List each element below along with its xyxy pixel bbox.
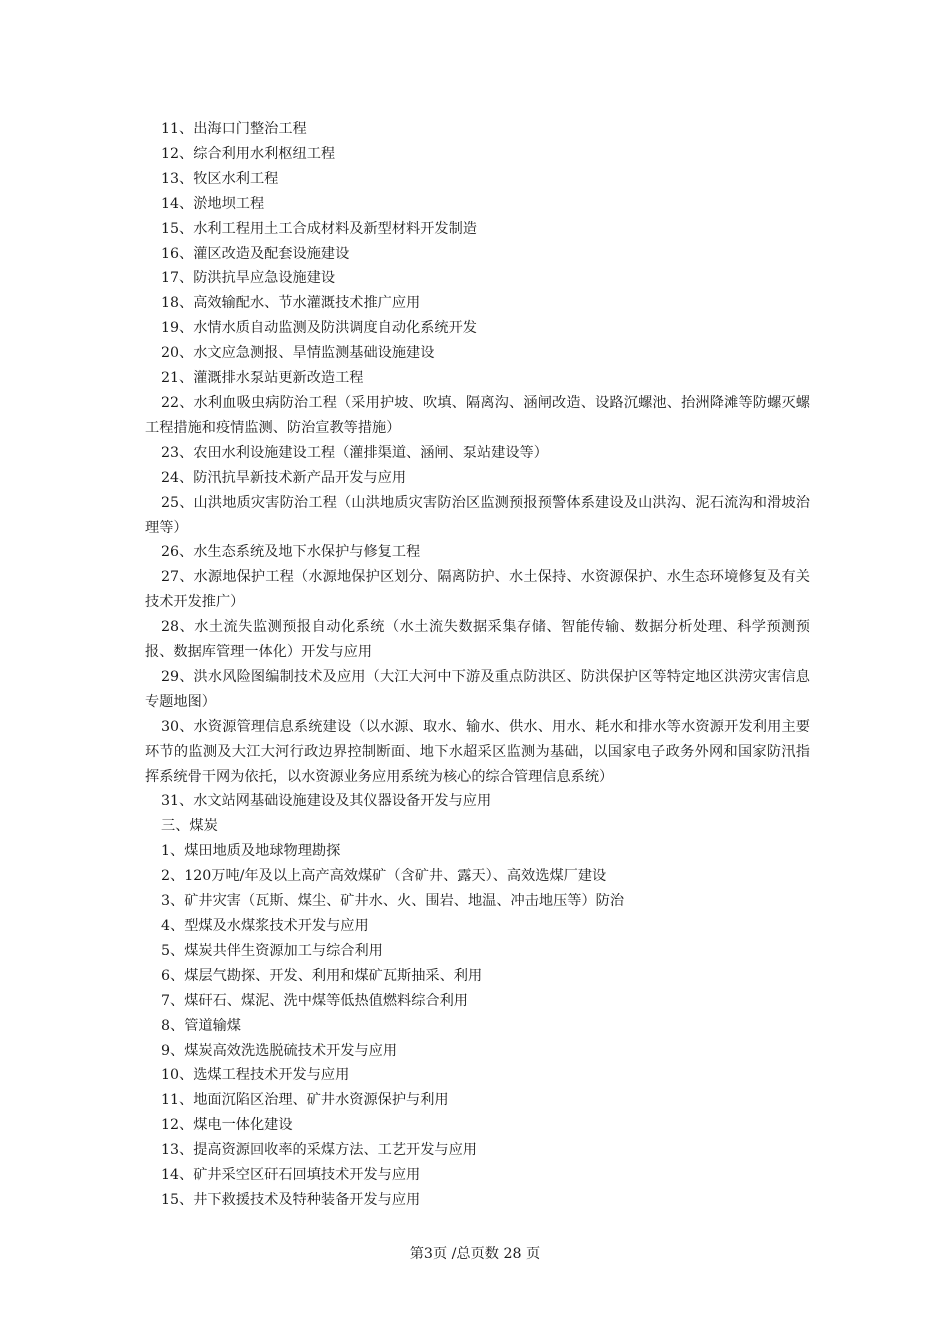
- list-item: 14、淤地坝工程: [161, 195, 265, 212]
- list-item: 8、管道输煤: [161, 1017, 241, 1034]
- list-item: 26、水生态系统及地下水保护与修复工程: [161, 544, 421, 561]
- list-item: 4、型煤及水煤浆技术开发与应用: [161, 918, 369, 934]
- list-item: 1、煤田地质及地球物理勘探: [161, 843, 341, 860]
- list-item: 16、灌区改造及配套设施建设: [161, 245, 350, 262]
- list-item: 12、综合利用水利枢纽工程: [161, 145, 336, 162]
- list-item: 7、煤矸石、煤泥、洗中煤等低热值燃料综合利用: [161, 992, 468, 1009]
- list-item: 21、灌溉排水泵站更新改造工程: [161, 370, 364, 387]
- list-item: 13、提高资源回收率的采煤方法、工艺开发与应用: [161, 1142, 477, 1159]
- document-body: [145, 117, 810, 1213]
- list-item: 18、高效输配水、节水灌溉技术推广应用: [161, 295, 421, 312]
- list-item: 22、水利血吸虫病防治工程（采用护坡、吹填、隔离沟、涵闸改造、设路沉螺池、抬洲降滩等防螺灭螺工程措施和疫情监测、防治宣教等措施）: [145, 394, 810, 436]
- list-item: 27、水源地保护工程（水源地保护区划分、隔离防护、水土保持、水资源保护、水生态环境修复及有关技术开发推广）: [145, 569, 810, 611]
- page-footer: 第3页 /总页数 28 页: [409, 1246, 541, 1262]
- list-item: 29、洪水风险图编制技术及应用（大江大河中下游及重点防洪区、防洪保护区等特定地区洪涝灾害信息专题地图）: [145, 668, 810, 710]
- list-item: 19、水情水质自动监测及防洪调度自动化系统开发: [161, 320, 477, 337]
- list-item: 25、山洪地质灾害防治工程（山洪地质灾害防治区监测预报预警体系建设及山洪沟、泥石流沟和滑坡治理等）: [145, 494, 810, 536]
- list-item: 20、水文应急测报、旱情监测基础设施建设: [161, 345, 435, 362]
- list-item: 24、防汛抗旱新技术新产品开发与应用: [161, 469, 407, 486]
- list-item: 30、水资源管理信息系统建设（以水源、取水、输水、供水、用水、耗水和排水等水资源开发利用主要环节的监测及大江大河行政边界控制断面、地下水超采区监测为基础，以国家电子政务外网和国家防汛指挥系统骨干网为依托，以水资源业务应用系统为核心的综合管理信息系统）: [145, 718, 810, 785]
- list-item: 15、井下救援技术及特种装备开发与应用: [161, 1191, 421, 1208]
- list-item: 12、煤电一体化建设: [161, 1117, 293, 1134]
- list-item: 9、煤炭高效洗选脱硫技术开发与应用: [161, 1042, 398, 1059]
- list-item: 31、水文站网基础设施建设及其仪器设备开发与应用: [161, 793, 492, 810]
- list-item: 11、地面沉陷区治理、矿井水资源保护与利用: [161, 1092, 449, 1109]
- list-item: 5、煤炭共伴生资源加工与综合利用: [161, 942, 383, 959]
- list-item: 15、水利工程用土工合成材料及新型材料开发制造: [161, 220, 477, 237]
- list-item: 13、牧区水利工程: [161, 170, 279, 187]
- list-item: 17、防洪抗旱应急设施建设: [161, 270, 336, 287]
- list-item: 23、农田水利设施建设工程（灌排渠道、涵闸、泵站建设等）: [161, 444, 548, 461]
- list-item: 10、选煤工程技术开发与应用: [161, 1067, 350, 1084]
- list-item: 2、120万吨/年及以上高产高效煤矿（含矿井、露天）、高效选煤厂建设: [161, 868, 607, 885]
- list-item: 3、矿井灾害（瓦斯、煤尘、矿井水、火、围岩、地温、冲击地压等）防治: [161, 893, 625, 910]
- section-heading: 三、煤炭: [161, 818, 218, 835]
- list-item: 6、煤层气勘探、开发、利用和煤矿瓦斯抽采、利用: [161, 967, 483, 984]
- list-item: 11、出海口门整治工程: [161, 121, 307, 137]
- list-item: 28、水土流失监测预报自动化系统（水土流失数据采集存储、智能传输、数据分析处理、科学预测预报、数据库管理一体化）开发与应用: [145, 619, 810, 661]
- list-item: 14、矿井采空区矸石回填技术开发与应用: [161, 1167, 421, 1184]
